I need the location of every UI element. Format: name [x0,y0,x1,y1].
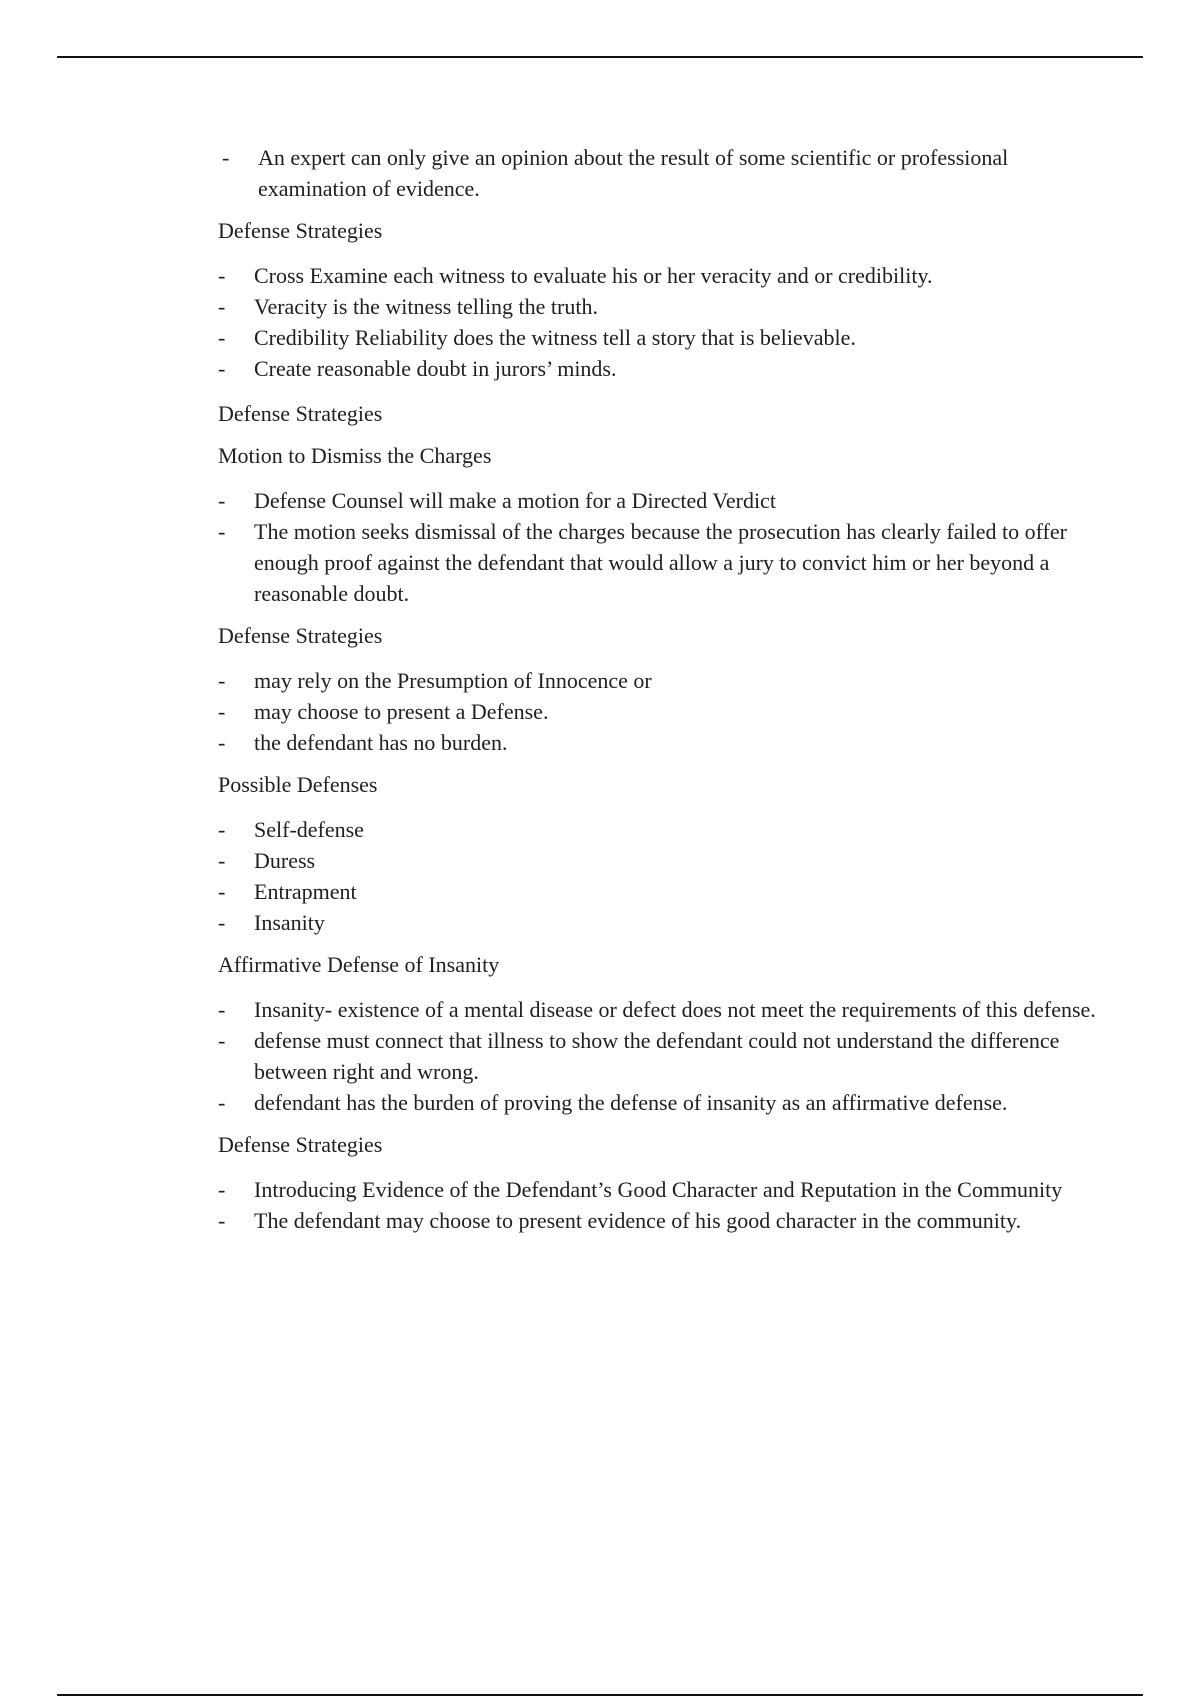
section-heading: Possible Defenses [218,772,378,797]
list-item-text: The defendant may choose to present evidence of his good character in the community. [254,1208,1022,1233]
list-item-text: defense must connect that illness to show the defendant could not understand the difference between right and wrong. [254,1028,1060,1084]
bullet-dash: - [218,294,226,319]
list-item [218,665,1098,696]
list-item-text: Cross Examine each witness to evaluate his or her veracity and or credibility. [254,263,933,288]
list-item [218,727,1098,758]
footer-rule [57,1694,1143,1696]
bullet-dash: - [218,356,226,381]
list-item [218,485,1098,516]
bullet-dash: - [218,910,226,935]
bullet-list [218,665,1098,758]
intro-list [218,142,1098,204]
bullet-dash: - [218,730,226,755]
bullet-dash: - [218,325,226,350]
bullet-dash: - [222,145,230,170]
bullet-dash: - [218,848,226,873]
bullet-dash: - [218,817,226,842]
list-item [218,291,1098,322]
list-item-text: An expert can only give an opinion about the result of some scientific or professional examination of evidence. [258,145,1009,201]
bullet-dash: - [218,879,226,904]
bullet-dash: - [218,263,226,288]
list-item [218,1174,1098,1205]
list-item [218,1205,1098,1236]
list-item-text: Self-defense [254,817,364,842]
list-item-text: Entrapment [254,879,357,904]
list-item [218,814,1098,845]
section-heading: Affirmative Defense of Insanity [218,952,500,977]
list-item [218,696,1098,727]
bullet-dash: - [218,1208,226,1233]
list-item [218,322,1098,353]
list-item [218,516,1098,609]
section-heading: Defense Strategies [218,401,383,426]
bullet-dash: - [218,668,226,693]
section-heading: Defense Strategies [218,1132,383,1157]
list-item-text: Insanity [254,910,325,935]
list-item-text: Defense Counsel will make a motion for a Directed Verdict [254,488,776,513]
bullet-dash: - [218,997,226,1022]
section-heading: Defense Strategies [218,218,383,243]
list-item-text: Veracity is the witness telling the truth. [254,294,598,319]
list-item-text: Credibility Reliability does the witness tell a story that is believable. [254,325,856,350]
list-item-text: The motion seeks dismissal of the charges because the prosecution has clearly failed to offer enough proof against the defendant that would allow a jury to convict him or her beyond a reasonable doubt. [254,519,1067,606]
list-item-text: defendant has the burden of proving the defense of insanity as an affirmative defense. [254,1090,1008,1115]
list-item-text: may rely on the Presumption of Innocence or [254,668,652,693]
list-item [218,353,1098,384]
list-item [218,907,1098,938]
list-item [218,260,1098,291]
list-item [218,876,1098,907]
bullet-list [218,485,1098,609]
section-subheading: Motion to Dismiss the Charges [218,443,492,468]
list-item [218,1087,1098,1118]
list-item-text: Introducing Evidence of the Defendant’s Good Character and Reputation in the Community [254,1177,1063,1202]
document-body [218,142,1098,1236]
bullet-dash: - [218,1177,226,1202]
list-item [218,1025,1098,1087]
bullet-list [218,814,1098,938]
bullet-list [218,260,1098,384]
list-item-text: Insanity- existence of a mental disease or defect does not meet the requirements of this defense. [254,997,1096,1022]
header-rule [57,56,1143,58]
list-item [218,994,1098,1025]
list-item-text: Create reasonable doubt in jurors’ minds. [254,356,617,381]
bullet-dash: - [218,1090,226,1115]
list-item-text: the defendant has no burden. [254,730,508,755]
section-heading: Defense Strategies [218,623,383,648]
list-item [218,845,1098,876]
bullet-dash: - [218,488,226,513]
list-item-text: may choose to present a Defense. [254,699,549,724]
list-item [218,142,1098,204]
bullet-list [218,994,1098,1118]
bullet-dash: - [218,1028,226,1053]
bullet-list [218,1174,1098,1236]
list-item-text: Duress [254,848,316,873]
bullet-dash: - [218,519,226,544]
bullet-dash: - [218,699,226,724]
